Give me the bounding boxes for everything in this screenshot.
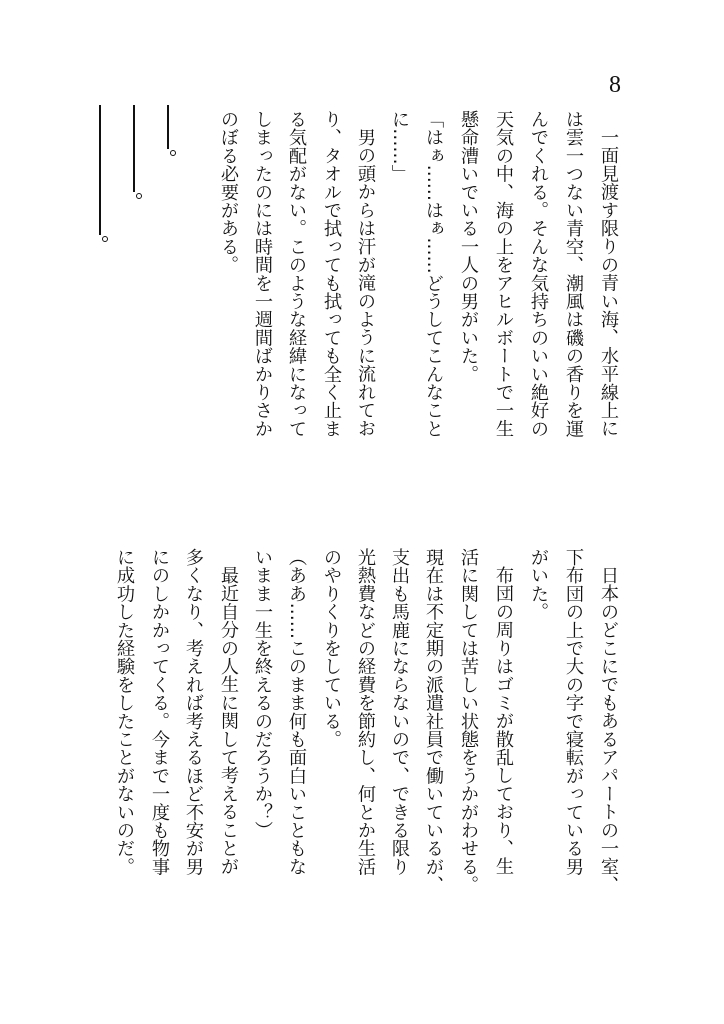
dialogue-column: に……」: [389, 110, 410, 183]
text-column: に成功した経験をしたことがないのだ。: [114, 548, 135, 876]
period-mark: [102, 236, 108, 242]
text-column: 最近自分の人生に関して考えることが: [218, 566, 239, 876]
text-column: のぼる必要がある。: [218, 110, 239, 274]
text-column: る気配がない。このような経緯になって: [286, 110, 307, 438]
text-column: 一面見渡す限りの青い海、水平線上に: [598, 128, 619, 438]
period-mark: [136, 193, 142, 199]
text-column: は雲一つない青空、潮風は磯の香りを運: [563, 110, 584, 438]
text-column: がいた。: [528, 548, 549, 621]
text-column: 多くなり、考えれば考えるほど不安が男: [183, 548, 204, 876]
text-column: 懸命漕いでいる一人の男がいた。: [458, 110, 479, 383]
text-column: 活に関しては苦しい状態をうかがわせる。: [458, 548, 479, 894]
em-dash-rule: [99, 105, 101, 235]
text-column: にのしかかってくる。今まで一度も物事: [149, 548, 170, 876]
period-mark: [170, 150, 176, 156]
text-column: 布団の周りはゴミが散乱しており、生: [493, 566, 514, 876]
dash-line: [167, 105, 179, 161]
text-column: んでくれる。そんな気持ちのいい絶好の: [528, 110, 549, 438]
text-column: 下布団の上で大の字で寝転がっている男: [563, 548, 584, 876]
text-column: 天気の中、海の上をアヒルボートで一生: [493, 110, 514, 438]
em-dash-rule: [167, 105, 169, 149]
text-column: 現在は不定期の派遣社員で働いているが、: [423, 548, 444, 894]
em-dash-rule: [133, 105, 135, 192]
text-column: しまったのには時間を一週間ばかりさか: [252, 110, 273, 438]
text-column: 支出も馬鹿にならないので、できる限り: [389, 548, 410, 876]
text-column: り、タオルで拭っても拭っても全く止ま: [321, 110, 342, 438]
thought-column: （ああ……このまま何も面白いこともな: [286, 548, 307, 876]
page-number: 8: [609, 72, 621, 98]
text-column: 光熱費などの経費を節約し、何とか生活: [355, 548, 376, 876]
thought-column: いまま一生を終えるのだろうか？）: [252, 548, 273, 840]
text-column: 男の頭からは汗が滝のように流れてお: [355, 128, 376, 438]
dash-line: [99, 105, 111, 247]
dialogue-column: 「はぁ……はぁ……どうしてこんなこと: [423, 110, 444, 438]
dash-line: [133, 105, 145, 204]
text-column: のやりくりをしている。: [321, 548, 342, 749]
text-column: 日本のどこにでもあるアパートの一室、: [598, 566, 619, 894]
